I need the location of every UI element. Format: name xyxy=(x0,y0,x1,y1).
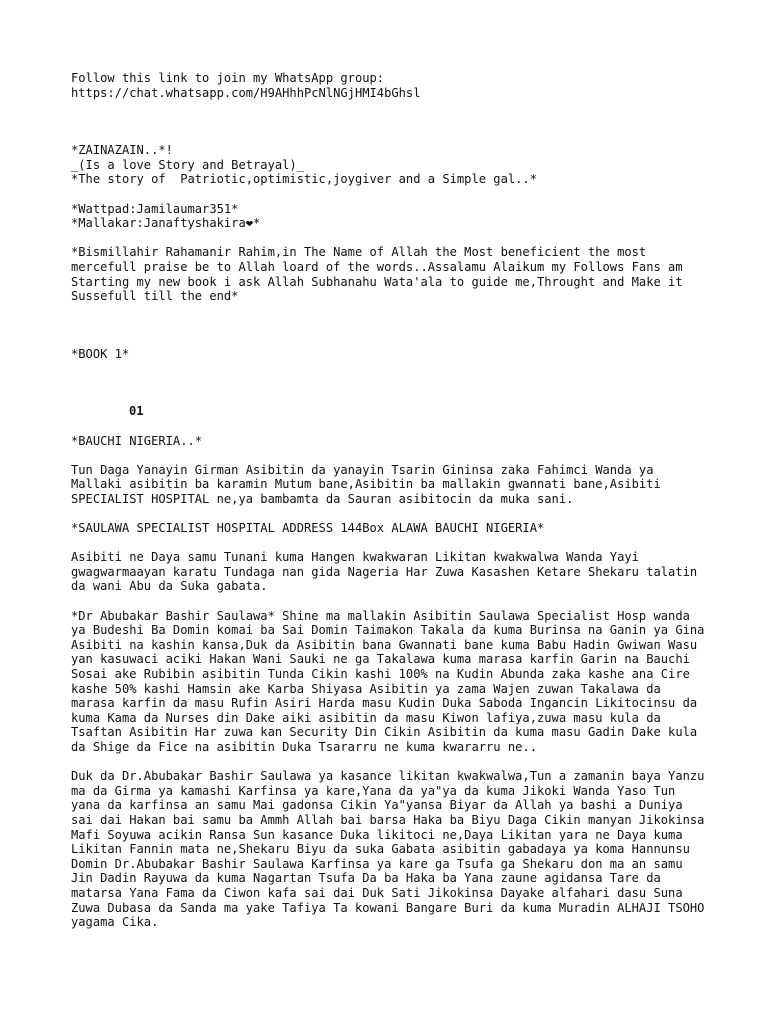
book-heading: *BOOK 1* xyxy=(71,346,130,361)
story-title: *ZAINAZAIN..*! xyxy=(71,143,173,158)
hospital-address: *SAULAWA SPECIALIST HOSPITAL ADDRESS 144Box ALAWA BAUCHI NIGERIA* xyxy=(71,521,545,536)
invite-line: Follow this link to join my WhatsApp group: xyxy=(71,71,385,85)
wattpad-credit: *Wattpad:Jamilaumar351* xyxy=(71,201,239,216)
spacer xyxy=(71,187,711,202)
invite-link[interactable]: https://chat.whatsapp.com/H9AHhhPcNlNGjHMI4bGhsl xyxy=(71,85,421,100)
emoji-marker: 01 xyxy=(129,404,144,419)
paragraph-3: *Dr Abubakar Bashir Saulawa* Shine ma mallakin Asibitin Saulawa Specialist Hosp wanda ya Budeshi Ba Domin komai ba Sai Domin Taimakon Takala da kuma Burinsa na Ganin ya Gina Asibiti na kashin kansa,Duk da Asibitin bana Gwannati bane kuma Babu Hadin Gwiwan Wasu yan kasuwaci aciki Hakan Wani Sauki ne ga Takalawa kuma marasa karfin Garin na Bauchi Sosai ake Rubibin asibitin Tunda Cikin kashi 100% na Kudin Abunda zaka kashe ana Cire kashe 50% kashi Hamsin ake Karba Shiyasa Asibitin ya zama Wajen zuwan Takalawa da marasa karfin da masu Rufin Asiri Harda masu Kudin Duka Saboda Ingancin Likitocinsu da kuma Kama da Nurses din Dake aiki asibitin da masu Kiwon lafiya,zuwa masu kula da Tsaftan Asibitin Har zuwa kan Security Din Cikin Asibitin da kuma masu Gadin Dake kula da Shige da Fice na asibitin Duka Tsararru ne kuma kwararru ne.. xyxy=(71,608,712,754)
spacer xyxy=(71,594,711,609)
document-page xyxy=(71,71,711,930)
spacer xyxy=(71,304,711,347)
spacer xyxy=(71,419,711,434)
story-subtitle: _(Is a love Story and Betrayal)_ xyxy=(71,157,304,172)
spacer xyxy=(71,536,711,551)
bismillah-paragraph: *Bismillahir Rahamanir Rahim,in The Name of Allah the Most beneficient the most mercefull praise be to Allah loard of the words..Assalamu Alaikum my Follows Fans am Starting my new book i ask Allah Subhanahu Wata'ala to guide me,Throught and Make it Sussefull till the end* xyxy=(71,245,690,304)
spacer xyxy=(71,100,711,143)
location-heading: *BAUCHI NIGERIA..* xyxy=(71,433,203,448)
story-tagline: *The story of Patriotic,optimistic,joygiver and a Simple gal..* xyxy=(71,172,537,187)
spacer xyxy=(71,506,711,521)
paragraph-2: Asibiti ne Daya samu Tunani kuma Hangen kwakwaran Likitan kwakwalwa Wanda Yayi gwagwarmaayan karatu Tundaga nan gida Nageria Har Zuwa Kasashen Ketare Shekaru talatin da wani Abu da Suka gabata. xyxy=(71,550,705,594)
mallakar-credit: *Mallakar:Janaftyshakira❤* xyxy=(71,216,261,231)
spacer xyxy=(71,448,711,463)
paragraph-1: Tun Daga Yanayin Girman Asibitin da yanayin Tsarin Gininsa zaka Fahimci Wanda ya Mallaki asibitin ba karamin Mutum bane,Asibitin ba mallakin gwannati bane,Asibiti SPECIALIST HOSPITAL ne,ya bambamta da Sauran asibitocin da muka sani. xyxy=(71,462,669,506)
spacer xyxy=(71,231,711,246)
spacer xyxy=(71,755,711,770)
paragraph-4: Duk da Dr.Abubakar Bashir Saulawa ya kasance likitan kwakwalwa,Tun a zamanin baya Yanzu ma da Girma ya kamashi Karfinsa ya kare,Yana da ya"ya da kuma Jikoki Wanda Yaso Tun yana da karfinsa an samu Mai gadonsa Cikin Ya"yansa Biyar da Allah ya bashi a Duniya sai dai Hakan bai samu ba Ammh Allah bai barsa Haka ba Biyu Daga Cikin manyan Jikokinsa Mafi Soyuwa acikin Ransa Sun kasance Duka likitoci ne,Daya Likitan yara ne Daya kuma Likitan Fannin mata ne,Shekaru Biyu da suka Gabata asibitin gabadaya ya koma Hannunsu Domin Dr.Abubakar Bashir Saulawa Karfinsa ya kare ga Tsufa ga Shekaru don ma an samu Jin Dadin Rayuwa da kuma Nagartan Tsufa Da ba Haka ba Yana zaune agidansa Tare da matarsa Yana Fama da Ciwon kafa sai dai Duk Sati Jikokinsa Dayake alfahari dasu Suna Zuwa Dubasa da Sanda ma yake Tafiya Ta kowani Bangare Buri da kuma Muradin ALHAJI TSOHO yagama Cika. xyxy=(71,769,712,930)
spacer xyxy=(71,361,711,404)
